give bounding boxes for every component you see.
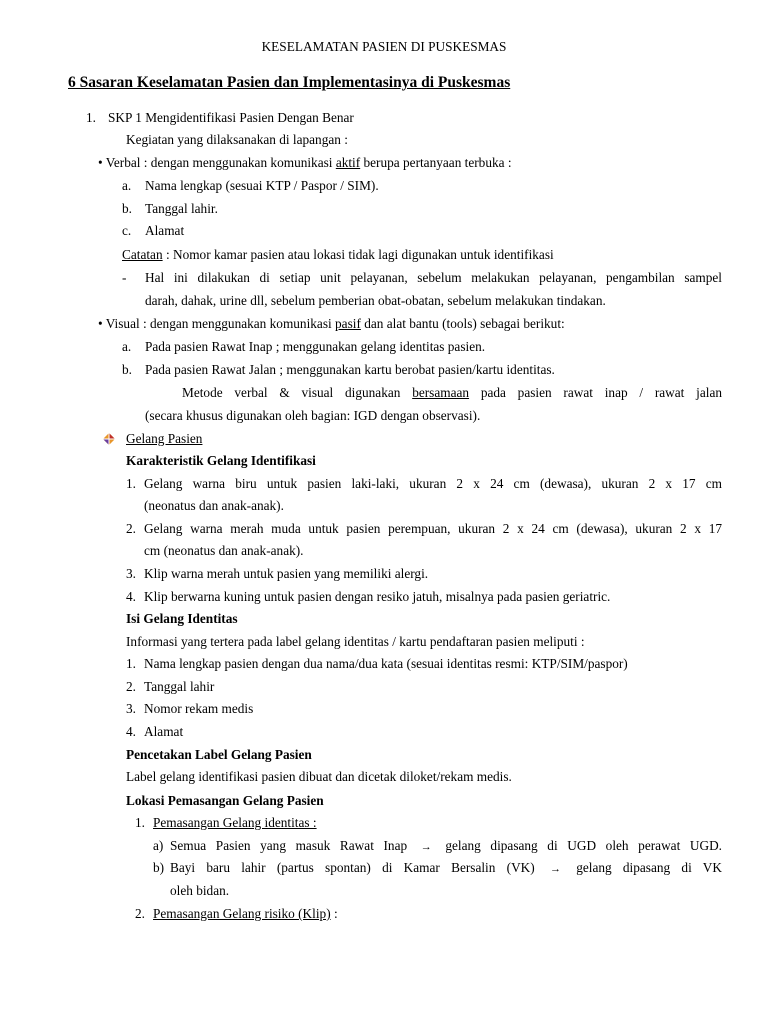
pencetakan-heading: Pencetakan Label Gelang Pasien bbox=[126, 747, 312, 762]
list-item: Gelang warna biru untuk pasien laki-laki, ukuran 2 x 24 cm (dewasa), ukuran 2 x 17 cm bbox=[144, 476, 722, 491]
list-label: c. bbox=[122, 223, 132, 238]
isi-intro: Informasi yang tertera pada label gelang identitas / kartu pendaftaran pasien meliputi : bbox=[126, 634, 585, 649]
page-header: KESELAMATAN PASIEN DI PUSKESMAS bbox=[261, 39, 507, 54]
list-item: Klip berwarna kuning untuk pasien dengan resiko jatuh, misalnya pada pasien geriatric. bbox=[144, 589, 611, 604]
dash-text-line2: darah, dahak, urine dll, sebelum pemberian obat-obatan, sebelum melakukan tindakan. bbox=[145, 293, 606, 308]
pemasangan-risiko-line bbox=[153, 906, 338, 922]
isi-heading: Isi Gelang Identitas bbox=[126, 611, 238, 626]
bullet: • bbox=[98, 316, 103, 331]
verbal-line bbox=[98, 155, 512, 171]
list-item: Nama lengkap pasien dengan dua nama/dua kata (sesuai identitas resmi: KTP/SIM/paspor) bbox=[144, 656, 628, 671]
list-item: Alamat bbox=[145, 223, 185, 238]
visual-line bbox=[98, 316, 565, 332]
lokasi-b-text: Bayi baru lahir (partus spontan) di Kamar Bersalin (VK) bbox=[170, 860, 535, 875]
list-item: Nomor rekam medis bbox=[144, 701, 254, 716]
dash-text-line1: Hal ini dilakukan di setiap unit pelayanan, sebelum melakukan pelayanan, pengambilan sampel bbox=[145, 270, 722, 285]
pemasangan-identitas-title: Pemasangan Gelang identitas : bbox=[153, 815, 317, 830]
metode-text: Metode verbal & visual digunakan bbox=[182, 385, 413, 400]
list-item: Gelang warna merah muda untuk pasien perempuan, ukuran 2 x 24 cm (dewasa), ukuran 2 x 17 bbox=[144, 521, 722, 536]
list-item: Klip warna merah untuk pasien yang memiliki alergi. bbox=[144, 566, 429, 581]
skp1-intro: Kegiatan yang dilaksanakan di lapangan : bbox=[126, 132, 348, 147]
pencetakan-text: Label gelang identifikasi pasien dibuat dan dicetak diloket/rekam medis. bbox=[126, 769, 512, 784]
catatan-label: Catatan bbox=[122, 247, 163, 262]
visual-text-end: dan alat bantu (tools) sebagai berikut: bbox=[360, 316, 565, 331]
lokasi-heading: Lokasi Pemasangan Gelang Pasien bbox=[126, 793, 324, 808]
gelang-title: Gelang Pasien bbox=[126, 431, 203, 446]
skp1-number: 1. bbox=[86, 110, 96, 125]
list-number: 3. bbox=[126, 701, 136, 716]
visual-text: Visual : dengan menggunakan komunikasi bbox=[105, 316, 336, 331]
list-number: 2. bbox=[126, 521, 136, 536]
metode-line2: (secara khusus digunakan oleh bagian: IGD dengan observasi). bbox=[145, 408, 481, 423]
pemasangan-risiko-title: Pemasangan Gelang risiko (Klip) bbox=[153, 906, 331, 921]
list-label: b. bbox=[122, 362, 132, 377]
metode-underline: bersamaan bbox=[412, 385, 470, 400]
bullet: • bbox=[98, 155, 103, 170]
list-number: 2. bbox=[135, 906, 145, 921]
skp1-heading: SKP 1 Mengidentifikasi Pasien Dengan Benar bbox=[108, 110, 354, 125]
right-arrow-icon: → bbox=[549, 863, 561, 875]
list-number: 1. bbox=[135, 815, 145, 830]
list-label: b. bbox=[122, 201, 132, 216]
list-number: 2. bbox=[126, 679, 136, 694]
list-item: Alamat bbox=[144, 724, 184, 739]
list-number: 1. bbox=[126, 476, 136, 491]
list-label: a. bbox=[122, 178, 132, 193]
list-number: 3. bbox=[126, 566, 136, 581]
verbal-text: Verbal : dengan menggunakan komunikasi bbox=[105, 155, 336, 170]
list-number: 4. bbox=[126, 589, 136, 604]
verbal-underline: aktif bbox=[335, 155, 361, 170]
catatan-text: : Nomor kamar pasien atau lokasi tidak lagi digunakan untuk identifikasi bbox=[162, 247, 554, 262]
lokasi-a-text: Semua Pasien yang masuk Rawat Inap bbox=[170, 838, 408, 853]
list-label: a. bbox=[122, 339, 132, 354]
list-item: Pada pasien Rawat Jalan ; menggunakan kartu berobat pasien/kartu identitas. bbox=[145, 362, 555, 377]
lokasi-item-b bbox=[170, 860, 722, 877]
lokasi-item-a bbox=[170, 838, 722, 855]
list-item-cont: cm (neonatus dan anak-anak). bbox=[144, 543, 304, 558]
list-item: Tanggal lahir. bbox=[145, 201, 218, 216]
list-item-cont: (neonatus dan anak-anak). bbox=[144, 498, 284, 513]
page-title: 6 Sasaran Keselamatan Pasien dan Implementasinya di Puskesmas bbox=[68, 74, 511, 91]
list-item: Nama lengkap (sesuai KTP / Paspor / SIM). bbox=[145, 178, 379, 193]
list-label: a) bbox=[153, 838, 164, 853]
list-item: Pada pasien Rawat Inap ; menggunakan gelang identitas pasien. bbox=[145, 339, 486, 354]
right-arrow-icon: → bbox=[420, 841, 432, 853]
colon: : bbox=[330, 906, 338, 921]
lokasi-a-text-end: gelang dipasang di UGD oleh perawat UGD. bbox=[445, 838, 723, 853]
visual-underline: pasif bbox=[335, 316, 361, 331]
metode-text-end: pada pasien rawat inap / rawat jalan bbox=[469, 385, 722, 400]
metode-line1 bbox=[182, 385, 722, 401]
verbal-text-end: berupa pertanyaan terbuka : bbox=[360, 155, 512, 170]
lokasi-item-b-cont: oleh bidan. bbox=[170, 883, 230, 898]
list-item: Tanggal lahir bbox=[144, 679, 215, 694]
lokasi-b-text-end: gelang dipasang di VK bbox=[576, 860, 722, 875]
diamond-bullet-icon bbox=[102, 432, 116, 446]
catatan-line bbox=[122, 247, 554, 263]
dash-marker: - bbox=[122, 270, 127, 285]
karakteristik-heading: Karakteristik Gelang Identifikasi bbox=[126, 453, 316, 468]
list-number: 4. bbox=[126, 724, 136, 739]
list-number: 1. bbox=[126, 656, 136, 671]
list-label: b) bbox=[153, 860, 165, 875]
